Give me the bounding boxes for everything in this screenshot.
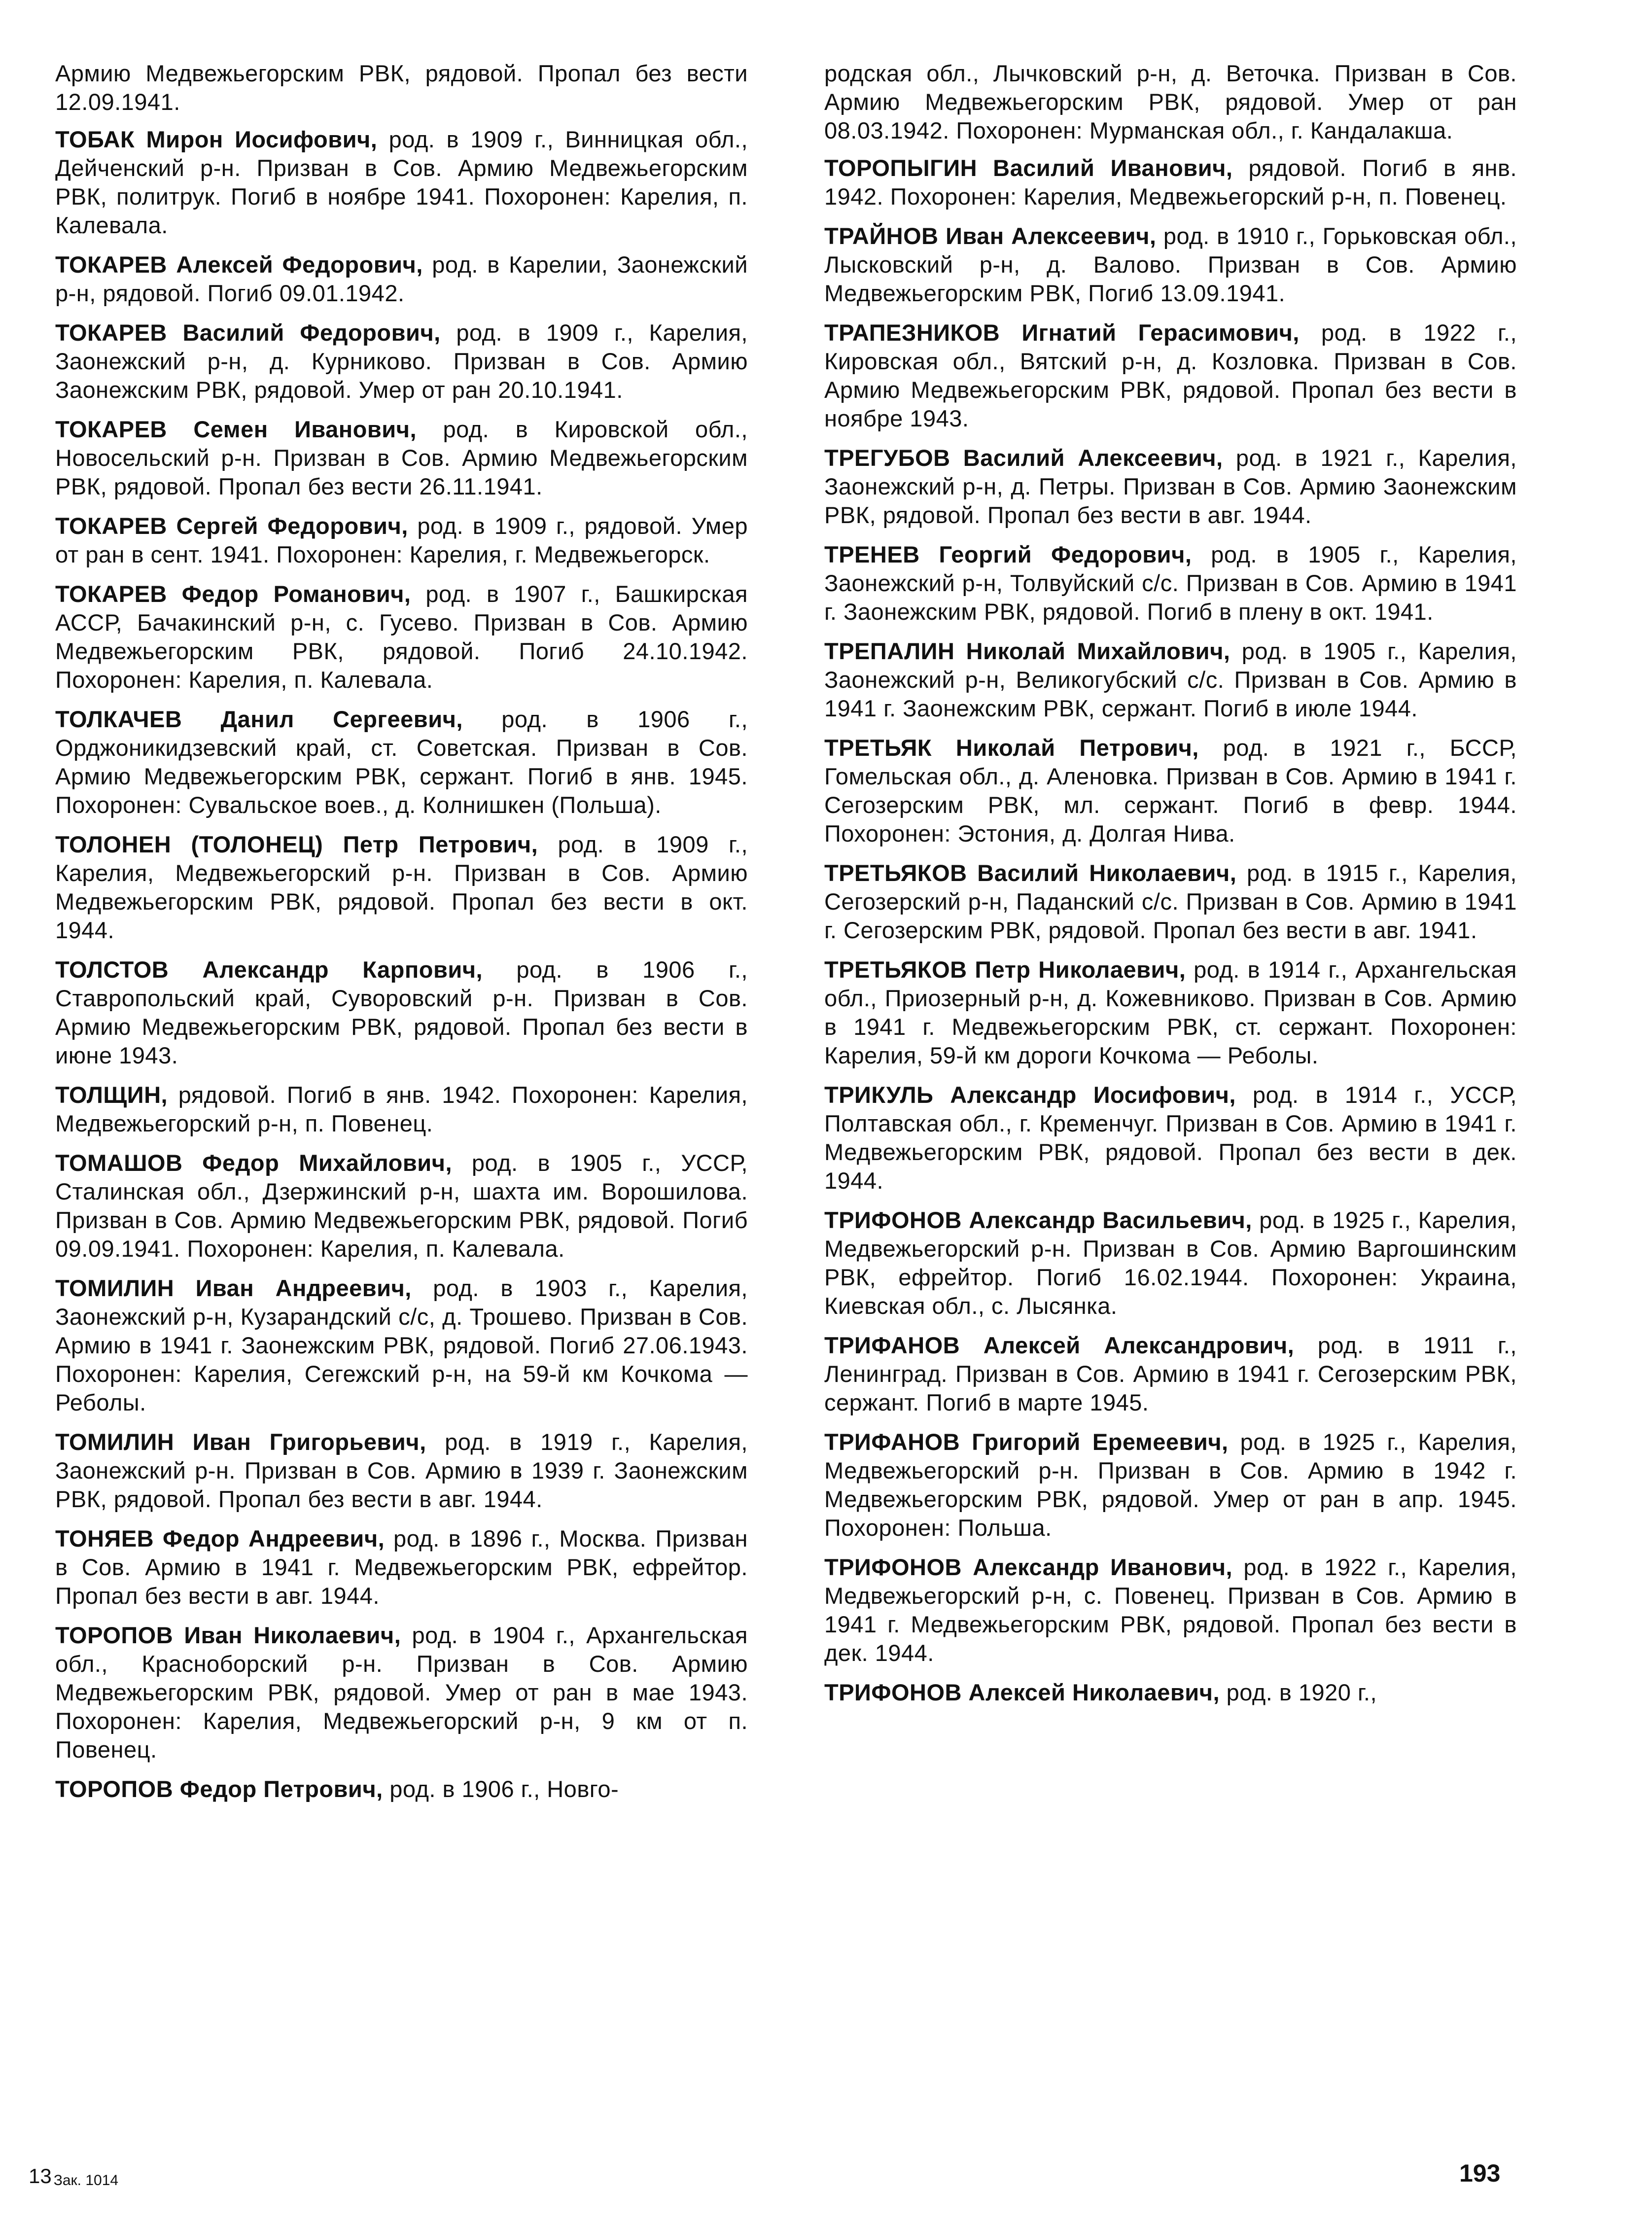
- entry-text: род. в 1920 г.,: [1220, 1679, 1377, 1705]
- person-name: ТОНЯЕВ Федор Андреевич,: [55, 1525, 385, 1552]
- biography-entry: [824, 222, 1517, 308]
- person-name: ТОЛЩИН,: [55, 1082, 168, 1108]
- biography-entry: [824, 637, 1517, 723]
- person-name: ТОЛСТОВ Александр Карпович,: [55, 956, 483, 983]
- person-name: ТОКАРЕВ Сергей Федорович,: [55, 513, 408, 539]
- person-name: ТОКАРЕВ Семен Иванович,: [55, 416, 417, 442]
- entry-text: род. в 1909 г., Карелия, Заонежский р-н, д. Курниково. Призван в Сов. Армию Заонежским РВК, рядовой. Умер от ран 20.10.1941.: [55, 319, 748, 403]
- entry-text: род. в 1906 г., Новго-: [383, 1776, 619, 1802]
- person-name: ТРЕНЕВ Георгий Федорович,: [824, 541, 1192, 567]
- biography-entry: [55, 1621, 748, 1764]
- person-name: ТОКАРЕВ Василий Федорович,: [55, 319, 441, 346]
- entry-text: род. в 1905 г., УССР, Сталинская обл., Дзержинский р-н, шахта им. Ворошилова. Призван в Сов. Армию Медвежьегорским РВК, рядовой. Погиб 09.09.1941. Похоронен: Карелия, п. Калевала.: [55, 1150, 748, 1262]
- biography-entry: [55, 1524, 748, 1610]
- entry-text: род. в 1909 г., Карелия, Медвежьегорский р-н. Призван в Сов. Армию Медвежьегорским РВК, рядовой. Пропал без вести в окт. 1944.: [55, 831, 748, 943]
- person-name: ТРИФОНОВ Александр Иванович,: [824, 1554, 1233, 1580]
- person-name: ТОМАШОВ Федор Михайлович,: [55, 1150, 452, 1176]
- entry-text: род. в 1921 г., БССР, Гомельская обл., д. Аленовка. Призван в Сов. Армию в 1941 г. Сегозерским РВК, мл. сержант. Погиб в февр. 1944. Похоронен: Эстония, д. Долгая Нива.: [824, 735, 1517, 847]
- entry-continuation: [824, 59, 1517, 145]
- entry-text: род. в 1907 г., Башкирская АССР, Бачакинский р-н, с. Гусево. Призван в Сов. Армию Медвежьегорским РВК, рядовой. Погиб 24.10.1942. Похоронен: Карелия, п. Калевала.: [55, 581, 748, 693]
- entry-continuation: [55, 59, 748, 116]
- person-name: ТОРОПЫГИН Василий Иванович,: [824, 155, 1233, 181]
- entry-text: род. в 1911 г., Ленинград. Призван в Сов. Армию в 1941 г. Сегозерским РВК, сержант. Погиб в марте 1945.: [824, 1332, 1517, 1415]
- biography-entry: [824, 154, 1517, 211]
- person-name: ТОМИЛИН Иван Андреевич,: [55, 1275, 412, 1301]
- left-column: [55, 59, 748, 1814]
- person-name: ТОКАРЕВ Федор Романович,: [55, 581, 411, 607]
- entry-text: род. в 1909 г., Винницкая обл., Дейченский р-н. Призван в Сов. Армию Медвежьегорским РВК, политрук. Погиб в ноябре 1941. Похоронен: Карелия, п. Калевала.: [55, 126, 748, 238]
- entry-text: род. в Кировской обл., Новосельский р-н. Призван в Сов. Армию Медвежьегорским РВК, рядовой. Пропал без вести 26.11.1941.: [55, 416, 748, 499]
- entry-text: рядовой. Погиб в янв. 1942. Похоронен: Карелия, Медвежьегорский р-н, п. Повенец.: [55, 1082, 748, 1136]
- biography-entry: [55, 1081, 748, 1138]
- biography-entry: [824, 1678, 1517, 1707]
- entry-text: Армию Медвежьегорским РВК, рядовой. Пропал без вести 12.09.1941.: [55, 60, 748, 115]
- printer-signature: [29, 2164, 118, 2192]
- biography-entry: [824, 444, 1517, 530]
- biography-entry: [824, 1553, 1517, 1667]
- biography-entry: [824, 540, 1517, 626]
- entry-text: род. в 1905 г., Карелия, Заонежский р-н, Толвуйский с/с. Призван в Сов. Армию в 1941 г. Заонежским РВК, рядовой. Погиб в плену в окт. 1941.: [824, 541, 1517, 625]
- entry-text: род. в 1922 г., Кировская обл., Вятский р-н, д. Козловка. Призван в Сов. Армию Медвежьегорским РВК, рядовой. Пропал без вести в ноябре 1943.: [824, 319, 1517, 431]
- person-name: ТОМИЛИН Иван Григорьевич,: [55, 1429, 426, 1455]
- biography-entry: [824, 1081, 1517, 1195]
- entry-text: род. в 1914 г., УССР, Полтавская обл., г. Кременчуг. Призван в Сов. Армию в 1941 г. Медвежьегорским РВК, рядовой. Пропал без вести в дек. 1944.: [824, 1082, 1517, 1194]
- biography-entry: [824, 1428, 1517, 1542]
- entry-text: род. в 1910 г., Горьковская обл., Лысковский р-н, д. Валово. Призван в Сов. Армию Медвежьегорским РВК, Погиб 13.09.1941.: [824, 223, 1517, 306]
- biography-entry: [824, 318, 1517, 433]
- entry-text: род. в 1906 г., Ставропольский край, Суворовский р-н. Призван в Сов. Армию Медвежьегорским РВК, рядовой. Пропал без вести в июне 1943.: [55, 956, 748, 1068]
- entry-text: род. в 1904 г., Архангельская обл., Красноборский р-н. Призван в Сов. Армию Медвежьегорским РВК, рядовой. Умер от ран в мае 1943. Похоронен: Карелия, Медвежьегорский р-н, 9 км от п. Повенец.: [55, 1622, 748, 1763]
- biography-entry: [55, 512, 748, 569]
- person-name: ТРИФОНОВ Алексей Николаевич,: [824, 1679, 1220, 1705]
- entry-text: род. в 1903 г., Карелия, Заонежский р-н, Кузарандский с/с, д. Трошево. Призван в Сов. Армию в 1941 г. Заонежским РВК, рядовой. Погиб 27.06.1943. Похоронен: Карелия, Сегежский р-н, на 59-й км Кочкома — Реболы.: [55, 1275, 748, 1415]
- biography-entry: [55, 705, 748, 819]
- entry-text: род. в 1896 г., Москва. Призван в Сов. Армию в 1941 г. Медвежьегорским РВК, ефрейтор. Пропал без вести в авг. 1944.: [55, 1525, 748, 1609]
- entry-text: рядовой. Погиб в янв. 1942. Похоронен: Карелия, Медвежьегорский р-н, п. Повенец.: [824, 155, 1517, 210]
- entry-text: род. в 1921 г., Карелия, Заонежский р-н, д. Петры. Призван в Сов. Армию Заонежским РВК, рядовой. Пропал без вести в авг. 1944.: [824, 445, 1517, 528]
- biography-entry: [55, 125, 748, 240]
- entry-text: род. в 1919 г., Карелия, Заонежский р-н. Призван в Сов. Армию в 1939 г. Заонежским РВК, рядовой. Пропал без вести в авг. 1944.: [55, 1429, 748, 1512]
- biography-entry: [55, 955, 748, 1070]
- right-column: [824, 59, 1517, 1718]
- person-name: ТРАПЕЗНИКОВ Игнатий Герасимович,: [824, 319, 1300, 346]
- person-name: ТРЕПАЛИН Николай Михайлович,: [824, 638, 1230, 664]
- entry-text: род. в Карелии, Заонежский р-н, рядовой. Погиб 09.01.1942.: [55, 251, 748, 306]
- entry-text: род. в 1905 г., Карелия, Заонежский р-н, Великогубский с/с. Призван в Сов. Армию в 1941 г. Заонежским РВК, сержант. Погиб в июле 1944.: [824, 638, 1517, 721]
- biography-entry: [55, 415, 748, 501]
- biography-entry: [55, 830, 748, 945]
- person-name: ТРЕГУБОВ Василий Алексеевич,: [824, 445, 1223, 471]
- person-name: ТОЛКАЧЕВ Данил Сергеевич,: [55, 706, 463, 732]
- entry-text: род. в 1909 г., рядовой. Умер от ран в сент. 1941. Похоронен: Карелия, г. Медвежьегорск.: [55, 513, 748, 567]
- person-name: ТРЕТЬЯКОВ Петр Николаевич,: [824, 956, 1186, 983]
- person-name: ТРАЙНОВ Иван Алексеевич,: [824, 223, 1157, 249]
- biography-entry: [824, 1331, 1517, 1417]
- biography-entry: [55, 1775, 748, 1803]
- person-name: ТРИФАНОВ Алексей Александрович,: [824, 1332, 1295, 1358]
- entry-text: родская обл., Лычковский р-н, д. Веточка. Призван в Сов. Армию Медвежьегорским РВК, рядовой. Умер от ран 08.03.1942. Похоронен: Мурманская обл., г. Кандалакша.: [824, 60, 1517, 143]
- order-number: Зак. 1014: [53, 2172, 119, 2189]
- biography-entry: [824, 734, 1517, 848]
- entry-text: род. в 1906 г., Орджоникидзевский край, ст. Советская. Призван в Сов. Армию Медвежьегорским РВК, сержант. Погиб в янв. 1945. Похоронен: Сувальское воев., д. Колнишкен (Польша).: [55, 706, 748, 818]
- person-name: ТОРОПОВ Федор Петрович,: [55, 1776, 383, 1802]
- person-name: ТРЕТЬЯК Николай Петрович,: [824, 735, 1199, 761]
- person-name: ТРЕТЬЯКОВ Василий Николаевич,: [824, 860, 1237, 886]
- biography-entry: [55, 318, 748, 404]
- person-name: ТОКАРЕВ Алексей Федорович,: [55, 251, 423, 278]
- person-name: ТОРОПОВ Иван Николаевич,: [55, 1622, 401, 1648]
- biography-entry: [55, 1149, 748, 1263]
- page-number: 193: [1459, 2159, 1501, 2187]
- biography-entry: [55, 1428, 748, 1514]
- biography-entry: [824, 1206, 1517, 1320]
- entry-text: род. в 1925 г., Карелия, Медвежьегорский р-н. Призван в Сов. Армию Варгошинским РВК, ефрейтор. Погиб 16.02.1944. Похоронен: Украина, Киевская обл., с. Лысянка.: [824, 1207, 1517, 1319]
- entry-text: род. в 1925 г., Карелия, Медвежьегорский р-н. Призван в Сов. Армию в 1942 г. Медвежьегорским РВК, рядовой. Умер от ран в апр. 1945. Похоронен: Польша.: [824, 1429, 1517, 1541]
- biography-entry: [55, 250, 748, 308]
- biography-entry: [55, 580, 748, 694]
- person-name: ТОБАК Мирон Иосифович,: [55, 126, 378, 152]
- signature-number: 13: [29, 2164, 52, 2188]
- person-name: ТОЛОНЕН (ТОЛОНЕЦ) Петр Петрович,: [55, 831, 538, 857]
- person-name: ТРИКУЛЬ Александр Иосифович,: [824, 1082, 1236, 1108]
- entry-text: род. в 1922 г., Карелия, Медвежьегорский р-н, с. Повенец. Призван в Сов. Армию в 1941 г. Медвежьегорским РВК, рядовой. Пропал без вести в дек. 1944.: [824, 1554, 1517, 1666]
- entry-text: род. в 1914 г., Архангельская обл., Приозерный р-н, д. Кожевниково. Призван в Сов. Армию в 1941 г. Медвежьегорским РВК, ст. сержант. Похоронен: Карелия, 59-й км дороги Кочкома — Реболы.: [824, 956, 1517, 1068]
- biography-entry: [824, 955, 1517, 1070]
- person-name: ТРИФАНОВ Григорий Еремеевич,: [824, 1429, 1229, 1455]
- entry-text: род. в 1915 г., Карелия, Сегозерский р-н, Паданский с/с. Призван в Сов. Армию в 1941 г. Сегозерским РВК, рядовой. Пропал без вести в авг. 1941.: [824, 860, 1517, 943]
- person-name: ТРИФОНОВ Александр Васильевич,: [824, 1207, 1252, 1233]
- biography-entry: [824, 859, 1517, 945]
- biography-entry: [55, 1274, 748, 1417]
